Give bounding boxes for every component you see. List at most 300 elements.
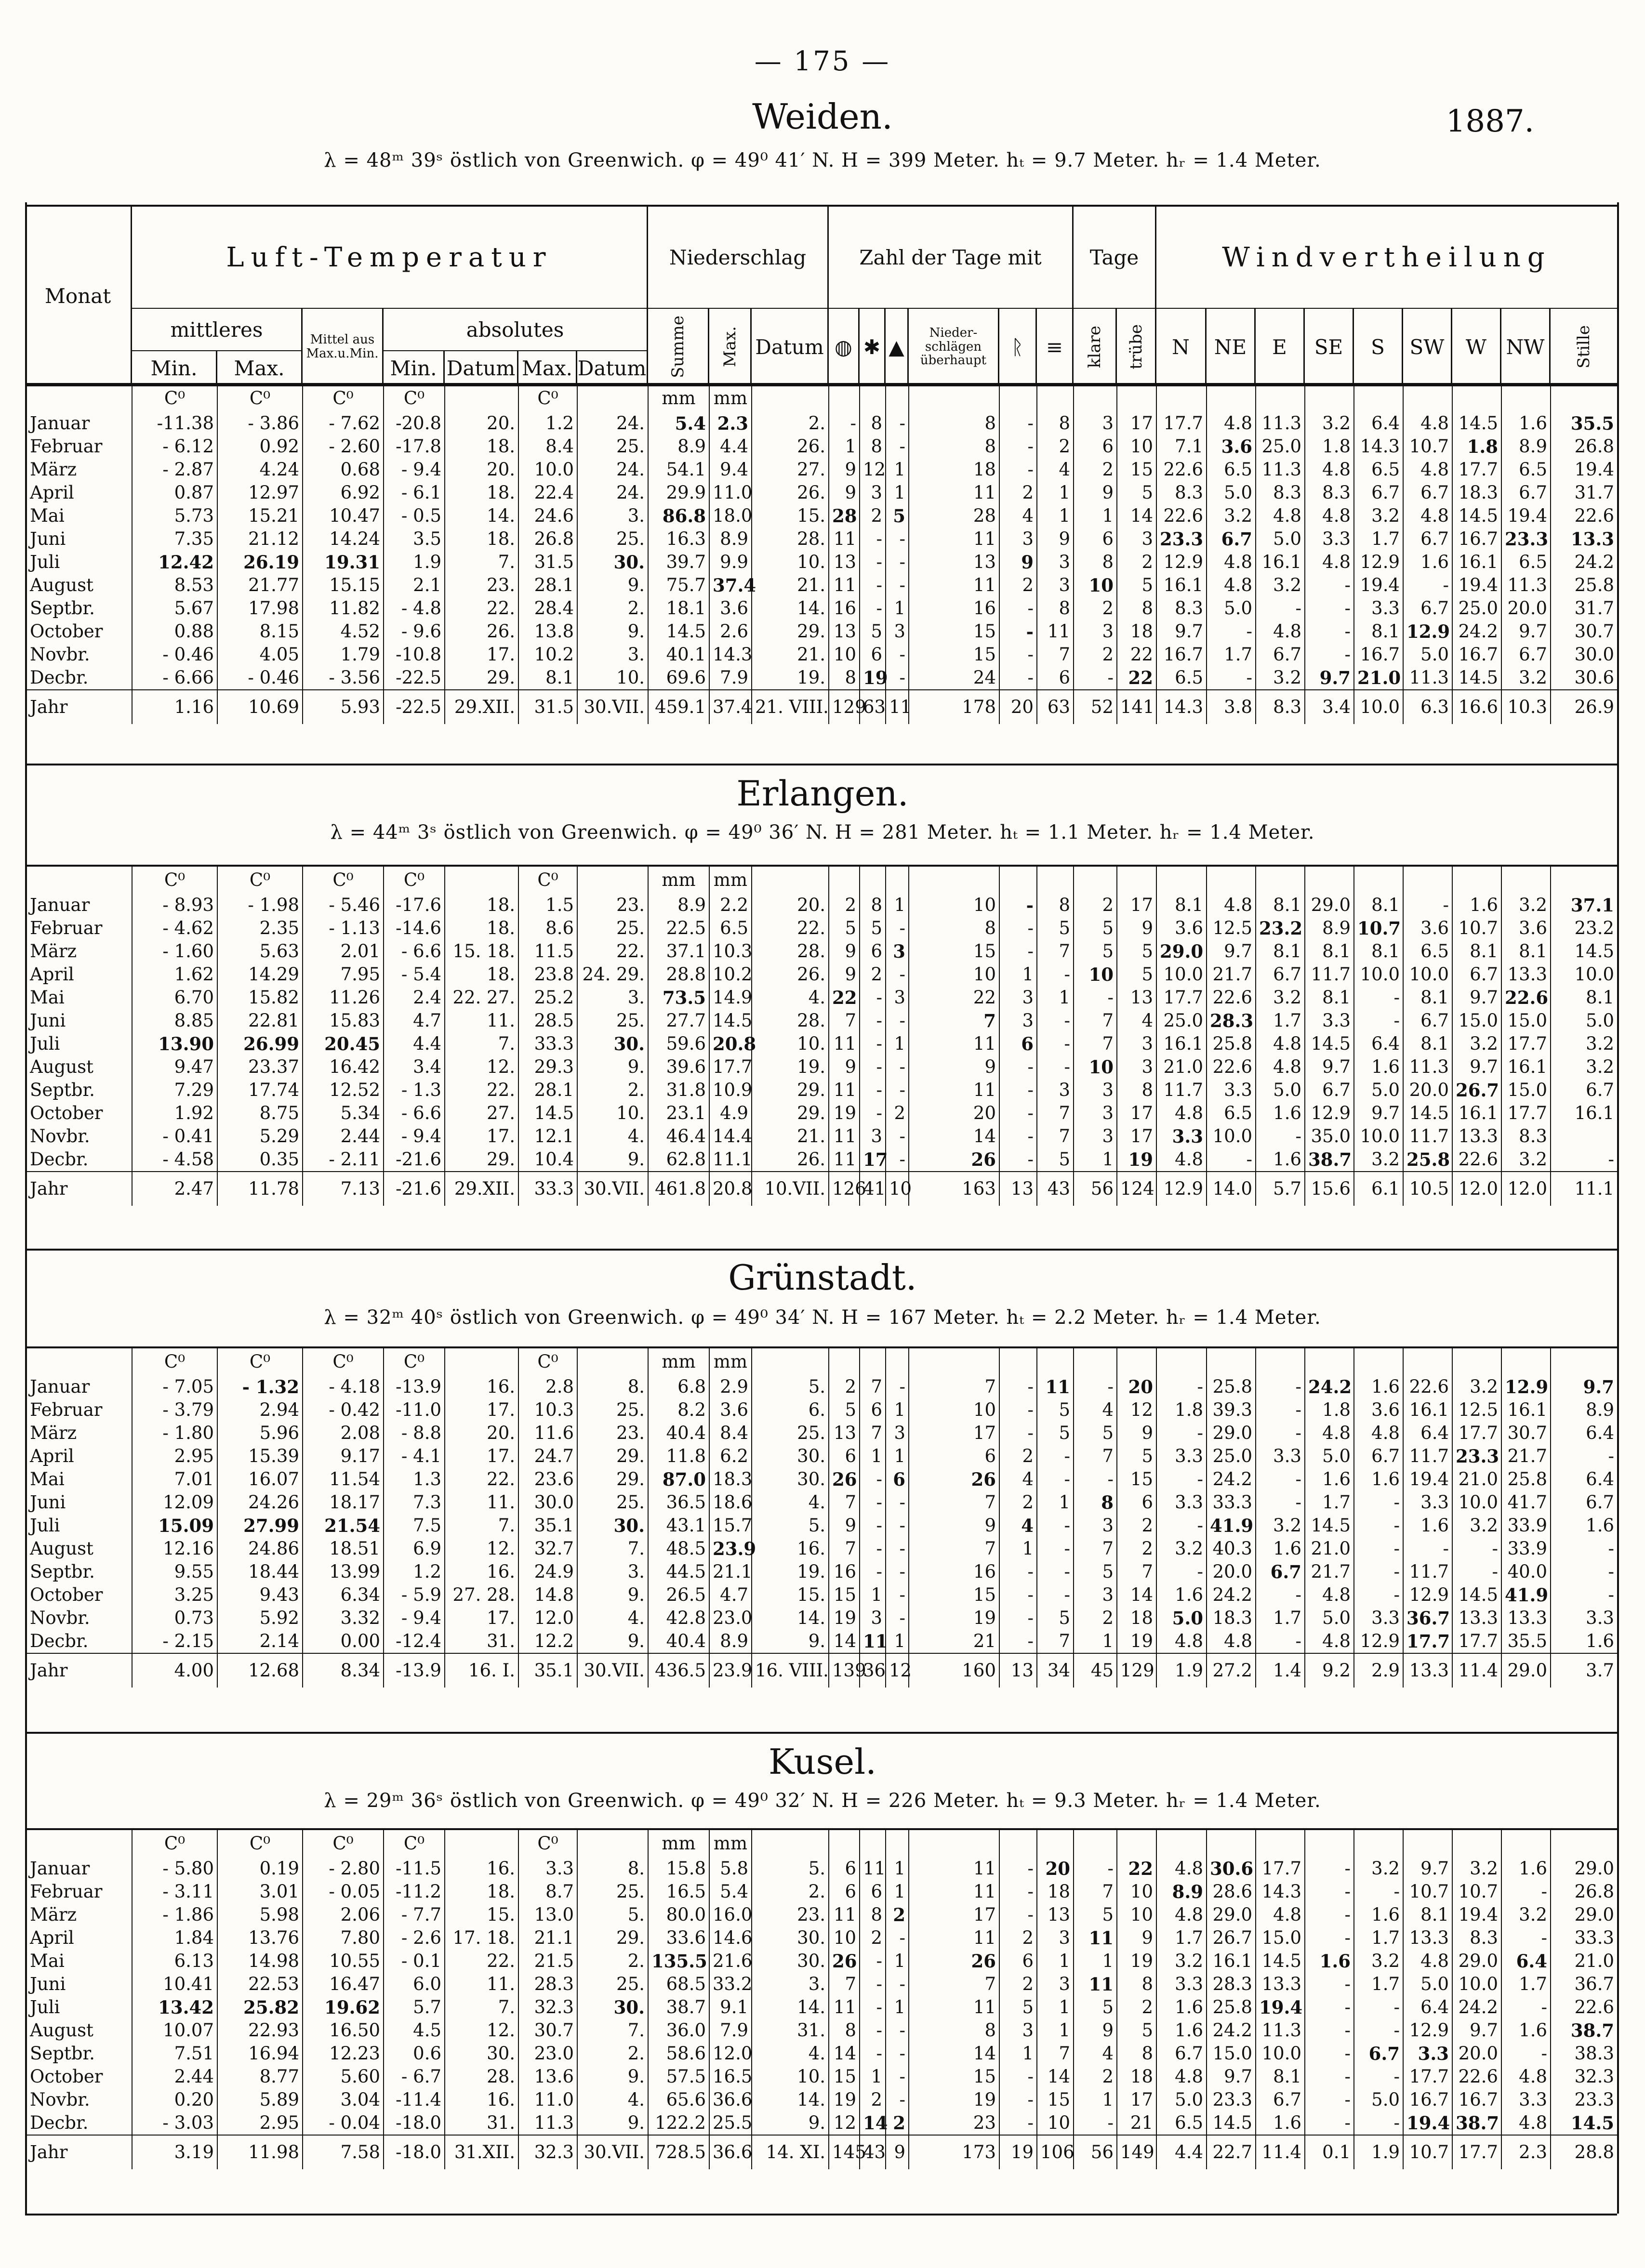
table-cell: 3.3 (518, 1857, 577, 1880)
table-cell: 5 (1074, 1422, 1117, 1445)
table-cell: - 6.6 (384, 1102, 445, 1125)
table-cell: 8.9 (648, 894, 709, 917)
unit-cell (886, 385, 909, 412)
annual-cell: 11.1 (1551, 1172, 1617, 1206)
table-cell: 39.7 (648, 551, 709, 574)
table-row (25, 1079, 1617, 1102)
table-cell: 3 (1074, 1079, 1117, 1102)
unit-cell (1037, 1830, 1074, 1857)
table-cell: 17.98 (217, 597, 303, 620)
annual-cell: 12 (886, 1653, 909, 1688)
table-cell: 23.1 (648, 1102, 709, 1125)
table-cell: - (886, 1926, 909, 1950)
table-cell: 8.3 (1256, 481, 1305, 504)
table-cell: 5.4 (709, 1880, 752, 1903)
table-cell: 8.9 (1156, 1880, 1207, 1903)
table-cell: 23.2 (1256, 917, 1305, 940)
table-cell: 12. (445, 1537, 518, 1560)
table-cell: 13.3 (1501, 1607, 1551, 1630)
table-cell: 18 (1117, 620, 1156, 643)
table-cell: 11 (829, 1903, 860, 1926)
table-cell: 8.77 (217, 2065, 303, 2088)
table-cell: 10.7 (1452, 1880, 1501, 1903)
table-cell: 0.88 (132, 620, 217, 643)
table-cell: - (1037, 1537, 1074, 1560)
table-cell: 24.2 (1207, 1468, 1256, 1491)
table-cell: 7. (445, 551, 518, 574)
table-row (25, 1491, 1617, 1514)
table-cell: 20.0 (1501, 597, 1551, 620)
coords-weiden: λ = 48ᵐ 39ˢ östlich von Greenwich. φ = 49⁰ 41′ N. H = 399 Meter. hₜ = 9.7 Meter. hᵣ = 1.4 Meter. (324, 149, 1321, 171)
table-cell: - (1305, 1926, 1354, 1950)
coords-1: λ = 44ᵐ 3ˢ östlich von Greenwich. φ = 49⁰ 36′ N. H = 281 Meter. hₜ = 1.1 Meter. hᵣ = 1.4 Meter. (330, 821, 1315, 844)
annual-cell: 3.7 (1551, 1653, 1617, 1688)
table-cell: 6.92 (303, 481, 384, 504)
table-cell: - (999, 620, 1037, 643)
table-cell: 2 (1074, 1607, 1117, 1630)
table-cell: 2.8 (518, 1375, 577, 1398)
table-cell: 1 (886, 597, 909, 620)
unit-cell (752, 1348, 829, 1375)
table-row (25, 917, 1617, 940)
annual-cell: 10.5 (1403, 1172, 1452, 1206)
table-cell: 9.47 (132, 1055, 217, 1079)
table-cell: 43.1 (648, 1514, 709, 1537)
table-cell: 24.6 (518, 504, 577, 527)
month-label: October (25, 1583, 132, 1607)
month-label: März (25, 940, 132, 963)
table-cell: 6 (860, 940, 886, 963)
table-cell: 7 (829, 1491, 860, 1514)
table-cell: 18. (445, 435, 518, 458)
table-cell: 12.9 (1501, 1375, 1551, 1398)
table-cell: 3 (1117, 1032, 1156, 1055)
table-cell: 1 (1074, 504, 1117, 527)
table-cell: 6.7 (1256, 2088, 1305, 2111)
table-cell: 3 (1074, 1102, 1117, 1125)
annual-cell: 14.3 (1156, 690, 1207, 724)
table-cell: 22. (445, 1079, 518, 1102)
table-cell: 7.9 (709, 2019, 752, 2042)
table-cell: 16.7 (1452, 2088, 1501, 2111)
table-cell: - (860, 1102, 886, 1125)
table-cell: 3.2 (1354, 1950, 1403, 1973)
table-cell: - (1037, 1560, 1074, 1583)
table-cell: - (1608, 1149, 1614, 1170)
table-cell: 7. (445, 1514, 518, 1537)
table-cell: 7.29 (132, 1079, 217, 1102)
header-max: Max. (217, 351, 303, 385)
table-cell: 27.99 (217, 1514, 303, 1537)
table-cell: 3.5 (384, 527, 445, 551)
table-cell: 29.0 (1305, 894, 1354, 917)
table-cell: 10 (1074, 1055, 1117, 1079)
table-cell: 40.3 (1207, 1537, 1256, 1560)
unit-cell (1117, 867, 1156, 894)
table-cell: 38.7 (1570, 2020, 1614, 2041)
header-tage: Tage (1074, 207, 1156, 308)
table-cell: 26. (752, 963, 829, 986)
table-cell: 2. (577, 597, 648, 620)
table-cell: 11. (445, 1973, 518, 1996)
table-cell: 9. (577, 2065, 648, 2088)
annual-cell: 63 (1037, 690, 1074, 724)
table-cell: 2 (1074, 458, 1117, 481)
table-cell: 68.5 (648, 1973, 709, 1996)
table-cell: 21. (752, 574, 829, 597)
table-cell: 3 (1074, 412, 1117, 435)
annual-cell: 3.4 (1305, 690, 1354, 724)
table-cell: 1 (1037, 481, 1074, 504)
table-cell: 18.3 (709, 1468, 752, 1491)
table-cell: - 9.4 (384, 458, 445, 481)
table-cell: 6.4 (1354, 412, 1403, 435)
table-cell: - (1256, 1375, 1305, 1398)
table-cell: - 1.32 (217, 1375, 303, 1398)
annual-cell: 9.2 (1305, 1653, 1354, 1688)
table-cell: 1.8 (1305, 1398, 1354, 1422)
table-cell: 3.2 (1501, 1903, 1551, 1926)
table-cell: 23.0 (518, 2042, 577, 2065)
table-cell: 10.9 (709, 1079, 752, 1102)
table-cell: 3 (1037, 551, 1074, 574)
annual-cell: 436.5 (648, 1653, 709, 1688)
table-cell: - 8.8 (384, 1422, 445, 1445)
table-cell: 7 (829, 1973, 860, 1996)
table-cell: - (860, 1973, 886, 1996)
annual-cell: 56 (1074, 2135, 1117, 2169)
table-cell: 9. (577, 1630, 648, 1653)
unit-cell (860, 867, 886, 894)
unit-cell (752, 867, 829, 894)
table-cell: 14.5 (518, 1102, 577, 1125)
annual-cell: 12.0 (1452, 1172, 1501, 1206)
snow-icon: ✱ (860, 309, 886, 385)
table-cell: - 2.60 (303, 435, 384, 458)
table-cell: 9.7 (1583, 1376, 1614, 1398)
table-cell: 15.83 (303, 1009, 384, 1032)
annual-cell: 23.9 (709, 1653, 752, 1688)
annual-cell: 10.3 (1501, 690, 1551, 724)
unit-cell: C⁰ (518, 1830, 577, 1857)
table-cell: 28.5 (518, 1009, 577, 1032)
table-cell: 14.5 (1305, 1032, 1354, 1055)
unit-cell (1037, 1348, 1074, 1375)
month-label: August (25, 2019, 132, 2042)
table-cell: 19 (829, 2088, 860, 2111)
annual-cell: 3.8 (1207, 690, 1256, 724)
table-cell: 11.7 (1305, 963, 1354, 986)
table-cell: 8.1 (1305, 940, 1354, 963)
table-cell: 11 (860, 1630, 886, 1653)
table-cell: 3 (1037, 574, 1074, 597)
table-cell: 9 (829, 1055, 860, 1079)
table-cell: 3. (752, 1973, 829, 1996)
table-cell: 32.7 (518, 1537, 577, 1560)
table-cell: 18.17 (303, 1491, 384, 1514)
table-cell: 9.7 (1305, 666, 1354, 690)
table-cell: 29. (752, 620, 829, 643)
table-cell: 16.1 (1256, 551, 1305, 574)
header-luft-temperatur: Luft-Temperatur (132, 207, 648, 308)
table-cell: 17. (445, 1125, 518, 1148)
table-cell: 8. (577, 1375, 648, 1398)
table-cell: 3.4 (384, 1055, 445, 1079)
table-cell: 5 (1117, 2019, 1156, 2042)
table-cell: 24.2 (1207, 1583, 1256, 1607)
table-cell: 16. (445, 1857, 518, 1880)
table-cell: 10. (752, 1032, 829, 1055)
table-cell: 3.2 (1156, 1950, 1207, 1973)
table-cell: - (1207, 620, 1256, 643)
table-cell: - (1403, 894, 1452, 917)
table-cell: 11 (1074, 1973, 1117, 1996)
table-cell: 21.7 (1207, 963, 1256, 986)
table-cell: 23. (577, 894, 648, 917)
table-cell: - (999, 2065, 1037, 2088)
table-cell: 1.6 (1586, 1515, 1614, 1536)
annual-cell: 12.68 (217, 1653, 303, 1688)
table-cell: - (999, 1102, 1037, 1125)
table-cell: 135.5 (648, 1950, 709, 1973)
table-cell: 8.4 (518, 435, 577, 458)
table-cell: 2 (999, 481, 1037, 504)
table-cell: 11 (1074, 1926, 1117, 1950)
table-cell: 20.0 (1403, 1079, 1452, 1102)
table-cell: 6 (1037, 666, 1074, 690)
table-cell: 1.6 (1354, 1375, 1403, 1398)
table-cell: - (1354, 2111, 1403, 2135)
table-cell: 19.4 (1354, 574, 1403, 597)
table-cell: - (886, 2019, 909, 2042)
table-cell: 30. (577, 1996, 648, 2019)
unit-cell (1037, 867, 1074, 894)
table-cell: 14.5 (1452, 666, 1501, 690)
table-row (25, 1607, 1617, 1630)
table-cell: 24. 29. (577, 963, 648, 986)
table-cell: 7 (860, 1375, 886, 1398)
table-cell: 22.93 (217, 2019, 303, 2042)
table-cell: 33.3 (1574, 1927, 1614, 1948)
unit-cell (886, 1830, 909, 1857)
table-cell: 20 (1117, 1375, 1156, 1398)
table-cell: 22.6 (1452, 1148, 1501, 1172)
annual-cell: 19 (999, 2135, 1037, 2169)
table-cell: 7.95 (303, 963, 384, 986)
table-cell: 4.8 (1207, 894, 1256, 917)
annual-cell: 8.3 (1256, 690, 1305, 724)
table-cell: 8.15 (217, 620, 303, 643)
annual-cell: 1.9 (1156, 1653, 1207, 1688)
table-cell: 8 (1117, 2042, 1156, 2065)
table-cell: 5.0 (1403, 643, 1452, 666)
table-cell: 23. (577, 1422, 648, 1445)
table-cell: 3.3 (1156, 1125, 1207, 1148)
table-cell: 3.01 (217, 1880, 303, 1903)
unit-cell (25, 1830, 132, 1857)
annual-cell: 11.4 (1452, 1653, 1501, 1688)
table-cell: 16.7 (1156, 643, 1207, 666)
table-cell: 6 (886, 1468, 909, 1491)
table-cell: - 4.1 (384, 1445, 445, 1468)
table-cell: 1 (886, 1880, 909, 1903)
table-cell: 28 (909, 504, 999, 527)
table-cell: - (999, 435, 1037, 458)
table-cell: 7. (577, 1537, 648, 1560)
table-cell: 2.44 (303, 1125, 384, 1148)
unit-cell: C⁰ (384, 1348, 445, 1375)
station-table-0 (25, 383, 1617, 724)
table-cell: 1 (829, 435, 860, 458)
table-cell: 39.6 (648, 1055, 709, 1079)
table-cell: 4.8 (1156, 1903, 1207, 1926)
table-cell: 6 (1117, 1491, 1156, 1514)
table-cell: 4.8 (1156, 1148, 1207, 1172)
table-cell: - (1256, 1583, 1305, 1607)
table-cell: 4.4 (709, 435, 752, 458)
table-cell: 6.4 (1586, 1469, 1614, 1490)
table-cell: 31. (445, 1630, 518, 1653)
table-cell: 10.2 (709, 963, 752, 986)
table-cell: 21.1 (709, 1560, 752, 1583)
table-cell: 16. (445, 1560, 518, 1583)
table-cell: 8 (909, 412, 999, 435)
table-cell: - 7.05 (132, 1375, 217, 1398)
table-cell: 2.4 (384, 986, 445, 1009)
table-cell: 28.4 (518, 597, 577, 620)
table-cell: 1.6 (1403, 551, 1452, 574)
table-cell: 26.7 (1207, 1926, 1256, 1950)
table-cell: 8.7 (518, 1880, 577, 1903)
annual-row (25, 690, 1617, 724)
table-cell: 9. (577, 1583, 648, 1607)
table-cell: 12.9 (1403, 620, 1452, 643)
table-cell: 25.0 (1256, 435, 1305, 458)
month-label: Februar (25, 1398, 132, 1422)
table-cell: 15.0 (1501, 1079, 1551, 1102)
table-cell: 26 (829, 1950, 860, 1973)
month-label: März (25, 458, 132, 481)
table-cell: 1.9 (384, 551, 445, 574)
table-cell: - 3.79 (132, 1398, 217, 1422)
table-cell: 5 (1074, 917, 1117, 940)
table-cell: 10 (1117, 1903, 1156, 1926)
unit-cell (1452, 867, 1501, 894)
table-cell: - (1037, 1468, 1074, 1491)
table-cell: - (1037, 1583, 1074, 1607)
table-cell: 3. (577, 504, 648, 527)
table-cell: 6 (999, 1950, 1037, 1973)
table-cell: 21.7 (1305, 1560, 1354, 1583)
table-cell: 3 (1117, 1055, 1156, 1079)
table-cell: - (1156, 1514, 1207, 1537)
table-cell: 7.35 (132, 527, 217, 551)
table-cell: 6 (1074, 527, 1117, 551)
table-cell: - (999, 1630, 1037, 1653)
table-cell: 23.6 (518, 1468, 577, 1491)
table-cell: 4 (999, 1514, 1037, 1537)
unit-cell: C⁰ (217, 1830, 303, 1857)
unit-cell (829, 1830, 860, 1857)
table-cell: 62.8 (648, 1148, 709, 1172)
unit-cell (1305, 1348, 1354, 1375)
table-cell: 1 (886, 1950, 909, 1973)
table-cell: 16.42 (303, 1055, 384, 1079)
table-cell: 23. (445, 574, 518, 597)
table-cell: 0.19 (217, 1857, 303, 1880)
annual-cell: 12.9 (1156, 1172, 1207, 1206)
table-cell: 3. (577, 986, 648, 1009)
table-cell: 7 (1074, 1032, 1117, 1055)
table-cell: 15.39 (217, 1445, 303, 1468)
table-cell: 4.8 (1305, 551, 1354, 574)
month-label: Decbr. (25, 1630, 132, 1653)
table-cell: 9 (1117, 1422, 1156, 1445)
table-cell: 30. (445, 2042, 518, 2065)
header-abs-datum-1: Datum (445, 351, 518, 385)
table-cell: 7 (829, 1537, 860, 1560)
table-cell: 4. (752, 2042, 829, 2065)
table-cell: 25.8 (1207, 1032, 1256, 1055)
unit-cell: C⁰ (217, 867, 303, 894)
table-cell: 25.2 (518, 986, 577, 1009)
table-cell: 14 (829, 1630, 860, 1653)
table-cell: 28 (829, 504, 860, 527)
annual-cell: 56 (1074, 1172, 1117, 1206)
table-cell: - (860, 1950, 886, 1973)
table-cell: 6 (829, 1880, 860, 1903)
table-cell: 3.3 (1156, 1491, 1207, 1514)
coords-2: λ = 32ᵐ 40ˢ östlich von Greenwich. φ = 49⁰ 34′ N. H = 167 Meter. hₜ = 2.2 Meter. hᵣ = 1.4 Meter. (324, 1306, 1321, 1329)
table-cell: - (860, 1009, 886, 1032)
table-cell: 14.5 (1452, 1583, 1501, 1607)
table-cell: 19. (752, 666, 829, 690)
unit-cell (1354, 1830, 1403, 1857)
table-cell: 11 (909, 1926, 999, 1950)
table-cell: 18.0 (709, 504, 752, 527)
table-cell: - (1305, 2111, 1354, 2135)
annual-cell: 2.3 (1501, 2135, 1551, 2169)
header-windvertheilung: Windvertheilung (1222, 241, 1552, 273)
unit-cell: mm (709, 867, 752, 894)
table-cell: - 3.03 (132, 2111, 217, 2135)
table-cell: 14.98 (217, 1950, 303, 1973)
annual-cell: -22.5 (384, 690, 445, 724)
table-cell: - 6.66 (132, 666, 217, 690)
table-cell: 13.3 (1501, 963, 1551, 986)
table-row (25, 2019, 1617, 2042)
table-cell: 5. (577, 1903, 648, 1926)
table-cell: 1 (1037, 1950, 1074, 1973)
annual-cell: 7.13 (303, 1172, 384, 1206)
table-cell: 1.6 (1501, 412, 1551, 435)
table-cell: 14. (445, 504, 518, 527)
table-cell: 8 (1117, 1079, 1156, 1102)
table-cell: -11.38 (132, 412, 217, 435)
table-cell: 11. (445, 1009, 518, 1032)
table-cell: 12.0 (709, 2042, 752, 2065)
table-cell: - 1.60 (132, 940, 217, 963)
table-cell: 25.82 (217, 1996, 303, 2019)
table-cell: 27.7 (648, 1009, 709, 1032)
table-cell: 11.3 (1501, 574, 1551, 597)
table-row (25, 1996, 1617, 2019)
annual-cell: 3.19 (132, 2135, 217, 2169)
table-cell: 0.00 (303, 1630, 384, 1653)
table-cell: - (886, 2088, 909, 2111)
header-monat: Monat (25, 207, 132, 385)
table-cell: - 0.41 (132, 1125, 217, 1148)
